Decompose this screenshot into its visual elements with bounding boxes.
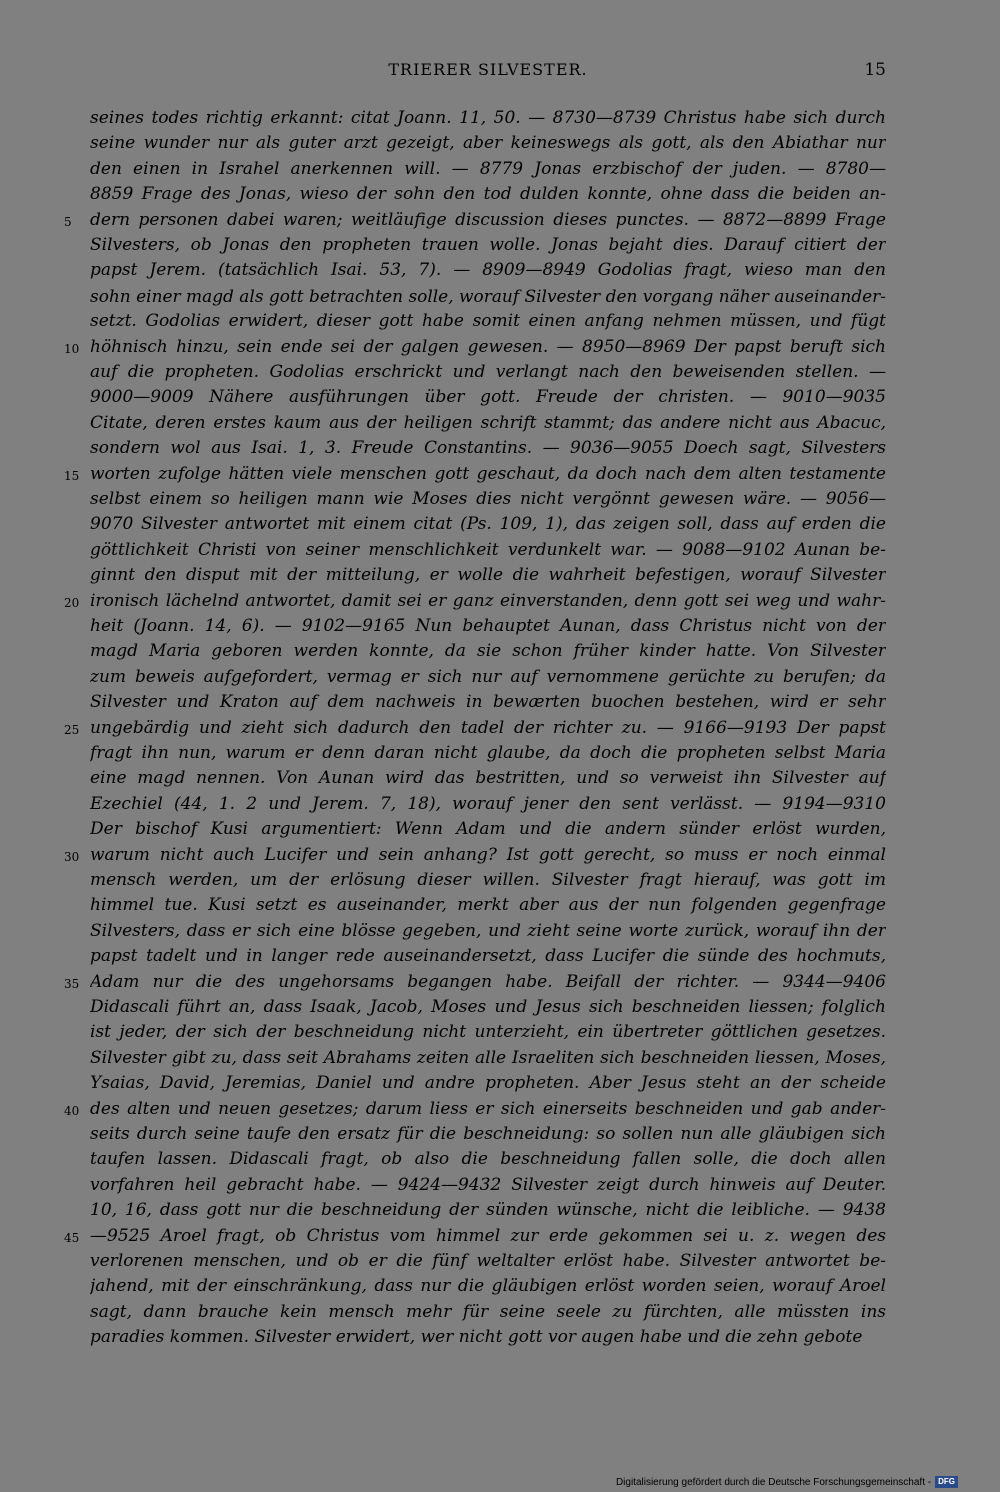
text-line: den einen in Israhel anerkennen will. — 8779 Jonas erzbischof der juden. — 8780— <box>90 158 886 179</box>
text-line: seine wunder nur als guter arzt gezeigt, aber keineswegs als gott, als den Abiathar nur <box>90 133 886 154</box>
text-line: worten zufolge hätten viele menschen gott geschaut, da doch nach dem alten testamente <box>90 463 886 484</box>
text-line: jahend, mit der einschränkung, dass nur die gläubigen erlöst worden seien, worauf Aroel <box>90 1276 886 1297</box>
text-line: verlorenen menschen, und ob er die fünf weltalter erlöst habe. Silvester antwortet be- <box>90 1251 886 1271</box>
text-line: 8859 Frage des Jonas, wieso der sohn den tod dulden konnte, ohne dass die beiden an- <box>90 184 886 205</box>
text-line: warum nicht auch Lucifer und sein anhang? Ist gott gerecht, so muss er noch einmal <box>90 844 886 865</box>
line-number: 10 <box>64 341 80 356</box>
text-line: seits durch seine taufe den ersatz für die beschneidung: so sollen nun alle gläubigen sich <box>90 1124 886 1144</box>
text-line: ist jeder, der sich der beschneidung nicht unterzieht, ein übertreter göttlichen gesetzes. <box>90 1022 886 1043</box>
text-line: Citate, deren erstes kaum aus der heiligen schrift stammt; das andere nicht aus Abacuc, <box>90 412 886 433</box>
text-line: magd Maria geboren werden konnte, da sie schon früher kinder hatte. Von Silvester <box>90 641 886 662</box>
text-line: heit (Joann. 14, 6). — 9102—9165 Nun behauptet Aunan, dass Christus nicht von der <box>90 616 886 636</box>
text-line: Adam nur die des ungehorsams begangen habe. Beifall der richter. — 9344—9406 <box>90 971 886 992</box>
footer-credit-text: Digitalisierung gefördert durch die Deutsche Forschungsgemeinschaft - <box>615 1476 932 1488</box>
text-line: himmel tue. Kusi setzt es auseinander, merkt aber aus der nun folgenden gegenfrage <box>90 895 886 916</box>
text-line: ironisch lächelnd antwortet, damit sei er ganz einverstanden, denn gott sei weg und wahr- <box>90 590 886 611</box>
text-line: sondern wol aus Isai. 1, 3. Freude Constantins. — 9036—9055 Doech sagt, Silvesters <box>90 438 886 459</box>
text-line: auf die propheten. Godolias erschrickt und verlangt nach den beweisenden stellen. — <box>90 362 886 382</box>
text-line: fragt ihn nun, warum er denn daran nicht glaube, da doch die propheten selbst Maria <box>90 743 886 763</box>
text-line: Ezechiel (44, 1. 2 und Jerem. 7, 18), worauf jener den sent verlässt. — 9194—9310 <box>90 793 886 814</box>
text-line: Ysaias, David, Jeremias, Daniel und andre propheten. Aber Jesus steht an der scheide <box>90 1073 886 1094</box>
page-header <box>90 60 886 84</box>
running-title: TRIERER SILVESTER. <box>388 60 588 79</box>
line-number: 40 <box>64 1103 80 1118</box>
text-line: ginnt den disput mit der mitteilung, er wolle die wahrheit befestigen, worauf Silvester <box>90 565 886 586</box>
text-line: paradies kommen. Silvester erwidert, wer nicht gott vor augen habe und die zehn gebote <box>90 1327 863 1348</box>
text-line: taufen lassen. Didascali fragt, ob also die beschneidung fallen solle, die doch allen <box>90 1149 886 1170</box>
text-line: vorfahren heil gebracht habe. — 9424—9432 Silvester zeigt durch hinweis auf Deuter. <box>90 1174 886 1195</box>
text-line: höhnisch hinzu, sein ende sei der galgen gewesen. — 8950—8969 Der papst beruft sich <box>90 336 886 357</box>
line-number: 25 <box>64 722 80 737</box>
text-line: Silvester und Kraton auf dem nachweis in bewærten buochen bestehen, wird er sehr <box>90 692 886 713</box>
line-number: 20 <box>64 595 80 610</box>
text-line: Didascali führt an, dass Isaak, Jacob, Moses und Jesus sich beschneiden liessen; folglich <box>90 997 886 1017</box>
text-line: seines todes richtig erkannt: citat Joann. 11, 50. — 8730—8739 Christus habe sich durch <box>90 108 886 128</box>
line-number: 30 <box>64 849 80 864</box>
text-line: eine magd nennen. Von Aunan wird das bestritten, und so verweist ihn Silvester auf <box>90 768 886 789</box>
text-line: dern personen dabei waren; weitläufige discussion dieses punctes. — 8872—8899 Frage <box>90 209 886 230</box>
text-line: Silvesters, ob Jonas den propheten trauen wolle. Jonas bejaht dies. Darauf citiert der <box>90 235 886 255</box>
text-line: setzt. Godolias erwidert, dieser gott habe somit einen anfang nehmen müssen, und fügt <box>90 311 886 332</box>
line-number: 15 <box>64 468 80 483</box>
text-line: Der bischof Kusi argumentiert: Wenn Adam und die andern sünder erlöst wurden, <box>90 819 886 840</box>
text-line: ungebärdig und zieht sich dadurch den tadel der richter zu. — 9166—9193 Der papst <box>90 717 886 738</box>
text-line: göttlichkeit Christi von seiner menschlichkeit verdunkelt war. — 9088—9102 Aunan be- <box>90 539 886 560</box>
footer-credit <box>616 1476 958 1488</box>
text-line: selbst einem so heiligen mann wie Moses dies nicht vergönnt gewesen wäre. — 9056— <box>90 489 886 509</box>
line-number: 45 <box>64 1230 80 1245</box>
text-line: Silvesters, dass er sich eine blösse gegeben, und zieht seine worte zurück, worauf ihn der <box>90 920 886 941</box>
line-number: 5 <box>64 214 72 229</box>
text-line: papst Jerem. (tatsächlich Isai. 53, 7). — 8909—8949 Godolias fragt, wieso man den <box>90 260 886 281</box>
dfg-logo: DFG <box>935 1476 958 1488</box>
text-line: sagt, dann brauche kein mensch mehr für seine seele zu fürchten, alle müssten ins <box>90 1301 886 1322</box>
page-number: 15 <box>864 60 886 80</box>
text-line: 9070 Silvester antwortet mit einem citat (Ps. 109, 1), das zeigen soll, dass auf erden die <box>90 514 886 535</box>
text-line: Silvester gibt zu, dass seit Abrahams zeiten alle Israeliten sich beschneiden liessen, Moses, <box>90 1047 886 1068</box>
text-line: zum beweis aufgefordert, vermag er sich nur auf vernommene gerüchte zu berufen; da <box>90 666 886 687</box>
text-line: 9000—9009 Nähere ausführungen über gott. Freude der christen. — 9010—9035 <box>90 387 886 408</box>
text-line: 10, 16, dass gott nur die beschneidung der sünden wünsche, nicht die leibliche. — 9438 <box>90 1200 886 1221</box>
text-line: sohn einer magd als gott betrachten solle, worauf Silvester den vorgang näher auseinander- <box>90 285 886 306</box>
text-line: —9525 Aroel fragt, ob Christus vom himmel zur erde gekommen sei u. z. wegen des <box>90 1225 886 1246</box>
text-line: des alten und neuen gesetzes; darum liess er sich einerseits beschneiden und gab ander- <box>90 1098 886 1119</box>
text-line: papst tadelt und in langer rede auseinandersetzt, dass Lucifer die sünde des hochmuts, <box>90 946 886 967</box>
line-number: 35 <box>64 976 80 991</box>
text-line: mensch werden, um der erlösung dieser willen. Silvester fragt hierauf, was gott im <box>90 870 886 890</box>
